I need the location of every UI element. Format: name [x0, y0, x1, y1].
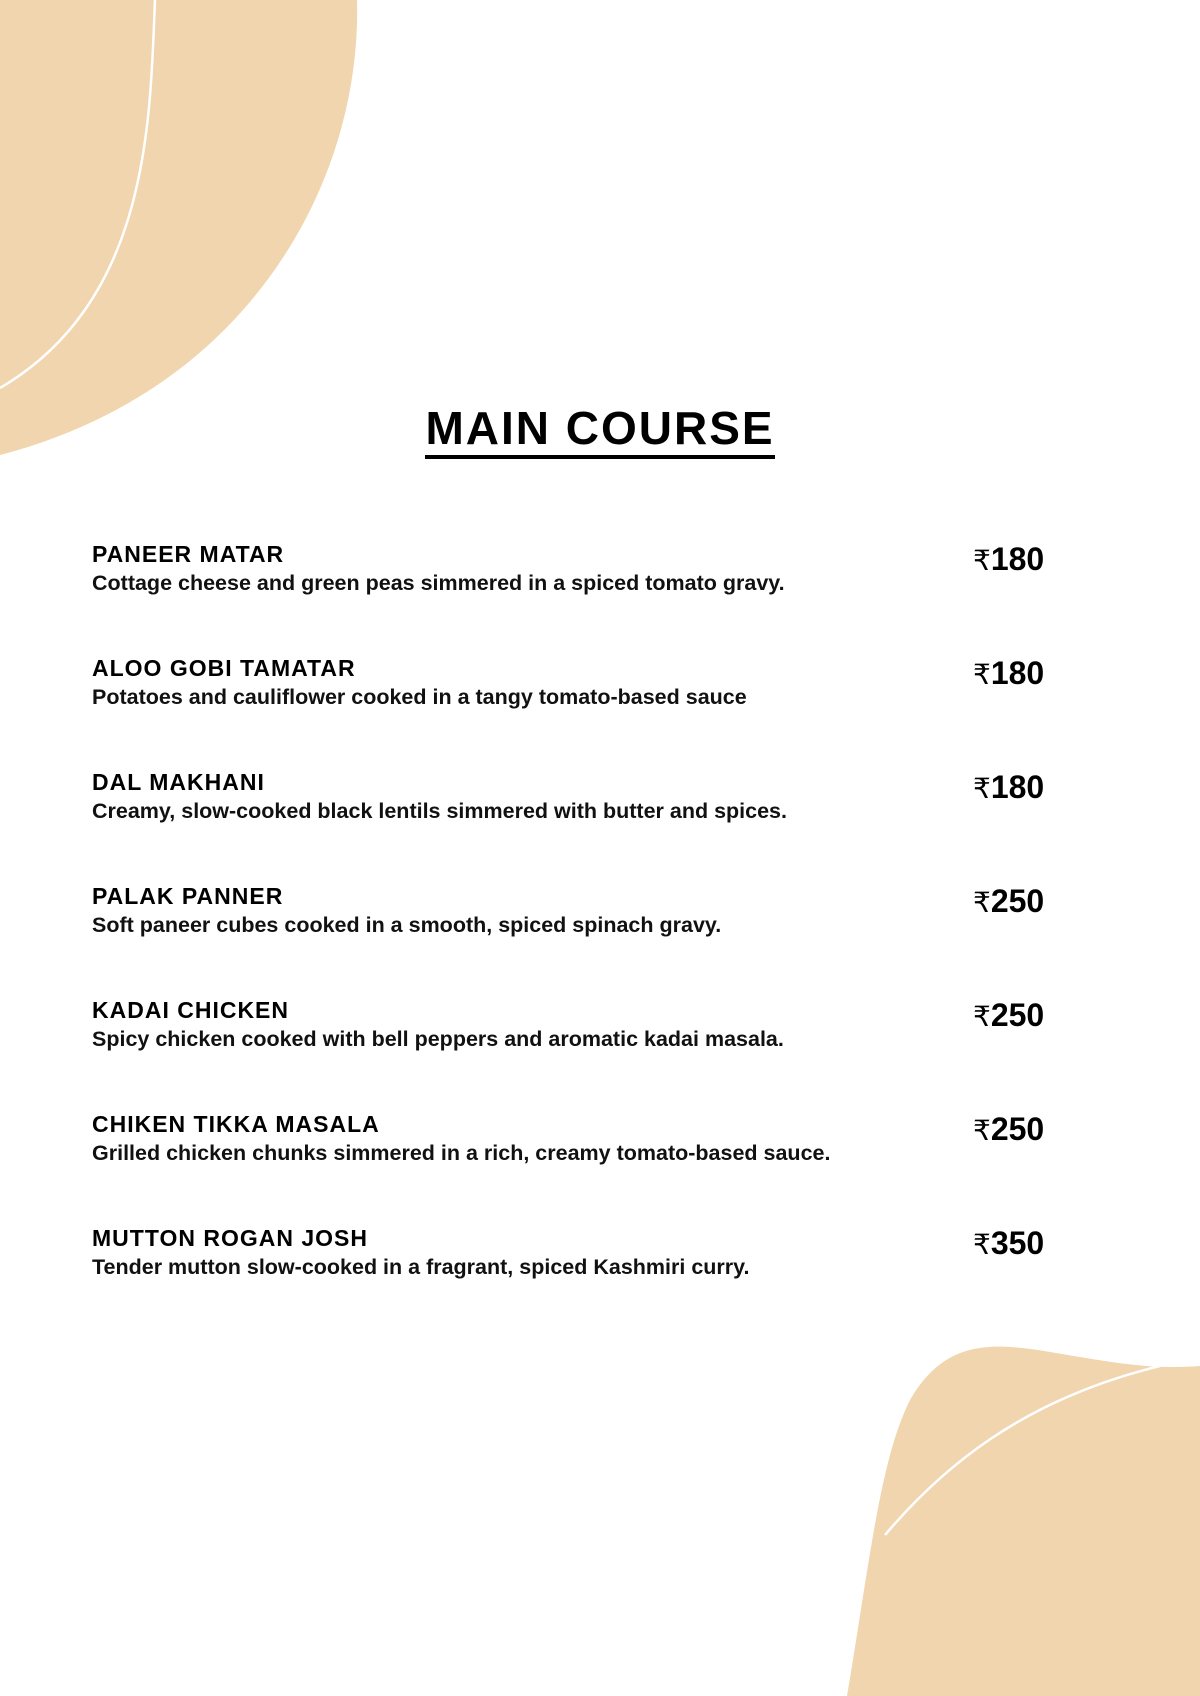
menu-item-description: Potatoes and cauliflower cooked in a tangy tomato-based sauce [92, 685, 747, 709]
menu-item [92, 769, 1092, 839]
menu-item-name: KADAI CHICKEN [92, 997, 289, 1023]
menu-item-price-value: 250 [990, 997, 1045, 1033]
menu-item-description: Creamy, slow-cooked black lentils simmered with butter and spices. [92, 799, 787, 823]
menu-item [92, 997, 1092, 1067]
menu-item-price [973, 883, 1044, 920]
menu-item-description: Spicy chicken cooked with bell peppers and aromatic kadai masala. [92, 1027, 784, 1051]
menu-item-name: PALAK PANNER [92, 883, 284, 909]
menu-item-price [973, 769, 1044, 806]
menu-item-name: MUTTON ROGAN JOSH [92, 1225, 368, 1251]
page-title [0, 404, 1200, 459]
menu-item-price-value: 180 [990, 769, 1045, 805]
rupee-icon: ₹ [973, 772, 991, 805]
menu-item-description: Cottage cheese and green peas simmered in a spiced tomato gravy. [92, 571, 785, 595]
menu-item-description: Tender mutton slow-cooked in a fragrant, spiced Kashmiri curry. [92, 1255, 750, 1279]
menu-item-name: CHIKEN TIKKA MASALA [92, 1111, 380, 1137]
rupee-icon: ₹ [973, 544, 991, 577]
rupee-icon: ₹ [973, 1114, 991, 1147]
menu-item-price [973, 1111, 1044, 1148]
menu-item-name: DAL MAKHANI [92, 769, 265, 795]
rupee-icon: ₹ [973, 886, 991, 919]
rupee-icon: ₹ [973, 1000, 991, 1033]
menu-item-price [973, 541, 1044, 578]
menu-item [92, 655, 1092, 725]
rupee-icon: ₹ [973, 658, 991, 691]
top-left-decorative-shape [0, 0, 360, 460]
menu-item-price-value: 250 [990, 1111, 1045, 1147]
menu-item-price-value: 350 [990, 1225, 1045, 1261]
menu-item [92, 883, 1092, 953]
menu-item-description: Grilled chicken chunks simmered in a rich, creamy tomato-based sauce. [92, 1141, 831, 1165]
menu-item-name: ALOO GOBI TAMATAR [92, 655, 356, 681]
menu-item [92, 1225, 1092, 1295]
menu-item [92, 1111, 1092, 1181]
menu-item-description: Soft paneer cubes cooked in a smooth, spiced spinach gravy. [92, 913, 722, 937]
menu-item [92, 541, 1092, 611]
menu-item-name: PANEER MATAR [92, 541, 285, 567]
menu-item-price-value: 250 [990, 883, 1045, 919]
menu-item-price [973, 655, 1044, 692]
menu-item-price [973, 1225, 1044, 1262]
page-title-text: MAIN COURSE [425, 404, 774, 459]
menu-item-price-value: 180 [990, 655, 1045, 691]
menu-item-price [973, 997, 1044, 1034]
rupee-icon: ₹ [973, 1228, 991, 1261]
menu-item-price-value: 180 [990, 541, 1045, 577]
